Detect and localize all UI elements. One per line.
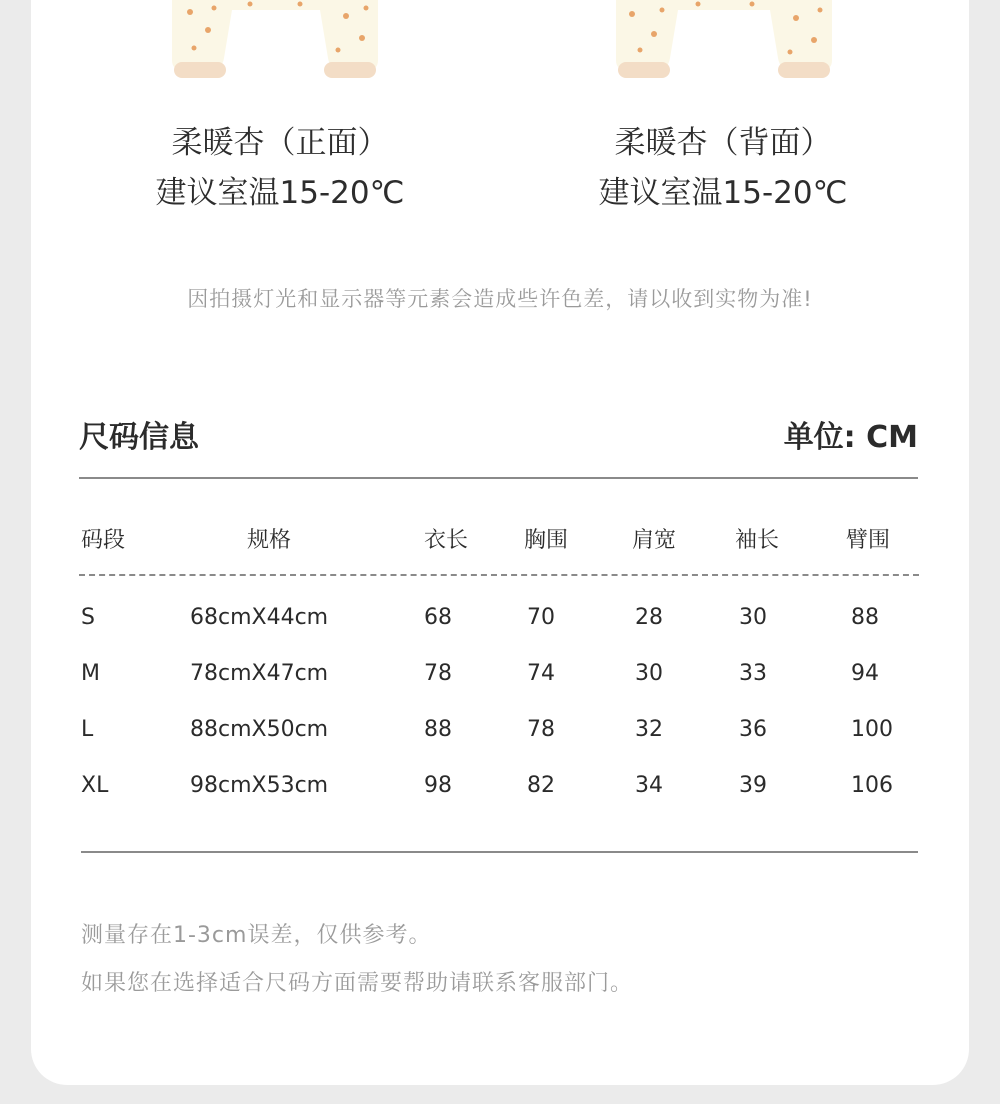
unit-label: 单位: CM — [783, 420, 918, 455]
table-cell: S — [81, 605, 95, 630]
table-cell: 106 — [851, 773, 893, 798]
table-cell: 78 — [527, 717, 555, 742]
header-size-code: 码段 — [81, 528, 126, 553]
table-cell: 68cmX44cm — [190, 605, 329, 630]
color-name-front: 柔暖杏（正面） — [171, 125, 389, 161]
recommended-temp-front: 建议室温15-20℃ — [155, 175, 405, 211]
header-dashed-divider — [79, 574, 919, 576]
header-sleeve: 袖长 — [735, 528, 780, 553]
table-cell: L — [81, 717, 94, 742]
header-shoulder: 肩宽 — [632, 528, 677, 553]
table-cell: 34 — [635, 773, 663, 798]
table-bottom-rule — [81, 851, 918, 853]
table-cell: 78cmX47cm — [190, 661, 329, 686]
table-cell: 30 — [635, 661, 663, 686]
table-cell: M — [81, 661, 100, 686]
header-spec: 规格 — [247, 528, 292, 553]
table-cell: 88cmX50cm — [190, 717, 329, 742]
color-name-back: 柔暖杏（背面） — [614, 125, 832, 161]
table-top-rule — [79, 477, 918, 479]
table-cell: XL — [81, 773, 109, 798]
color-disclaimer: 因拍摄灯光和显示器等元素会造成些许色差，请以收到实物为准! — [187, 287, 813, 311]
table-cell: 39 — [739, 773, 767, 798]
table-cell: 94 — [851, 661, 879, 686]
header-chest: 胸围 — [524, 528, 569, 553]
table-cell: 36 — [739, 717, 767, 742]
garment-front-image — [170, 0, 380, 82]
table-cell: 88 — [424, 717, 452, 742]
table-cell: 98cmX53cm — [190, 773, 329, 798]
table-cell: 98 — [424, 773, 452, 798]
table-cell: 33 — [739, 661, 767, 686]
header-length: 衣长 — [424, 528, 469, 553]
size-info-title: 尺码信息 — [79, 420, 199, 455]
help-note: 如果您在选择适合尺码方面需要帮助请联系客服部门。 — [81, 971, 634, 996]
table-cell: 88 — [851, 605, 879, 630]
table-cell: 30 — [739, 605, 767, 630]
header-arm: 臂围 — [846, 528, 891, 553]
table-cell: 82 — [527, 773, 555, 798]
table-cell: 70 — [527, 605, 555, 630]
table-cell: 78 — [424, 661, 452, 686]
table-cell: 68 — [424, 605, 452, 630]
table-cell: 28 — [635, 605, 663, 630]
recommended-temp-back: 建议室温15-20℃ — [598, 175, 848, 211]
caption-back — [563, 118, 883, 218]
garment-back-image — [614, 0, 834, 82]
table-cell: 74 — [527, 661, 555, 686]
table-cell: 32 — [635, 717, 663, 742]
caption-front — [120, 118, 440, 218]
table-cell: 100 — [851, 717, 893, 742]
measurement-note: 测量存在1-3cm误差，仅供参考。 — [81, 923, 432, 948]
